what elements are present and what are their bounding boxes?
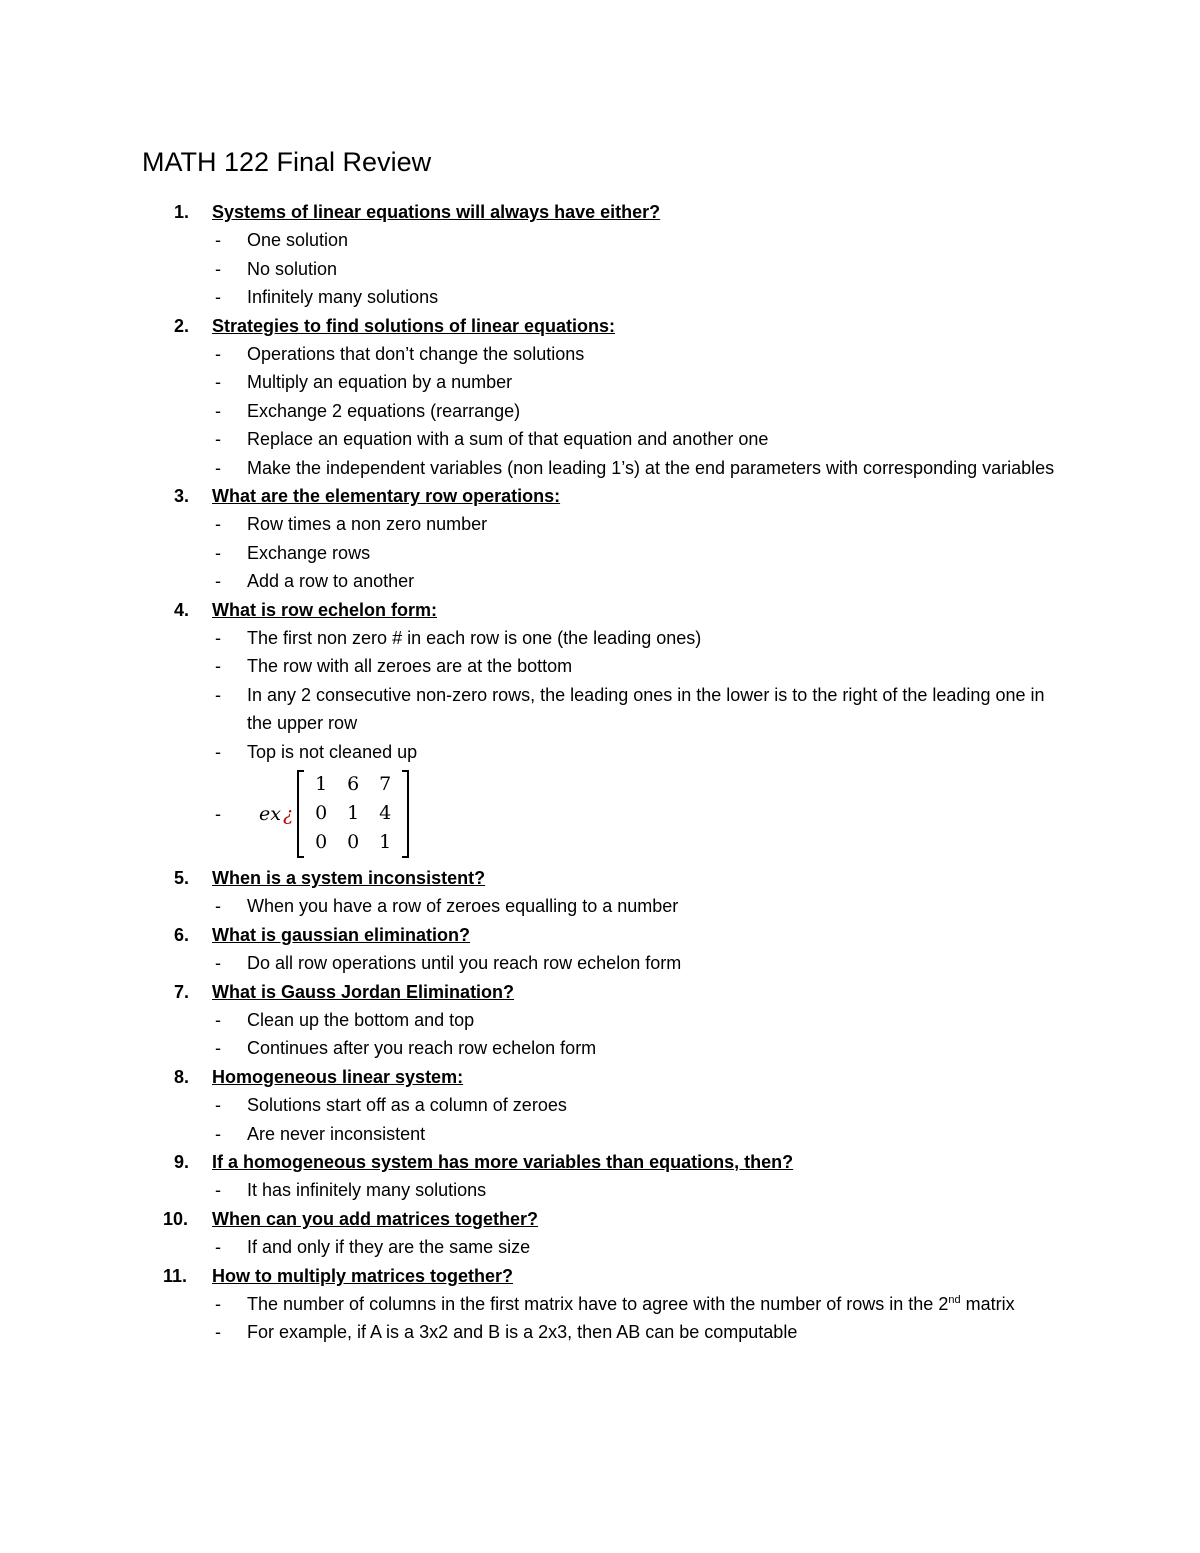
answer-list — [142, 1006, 1102, 1063]
answer-item — [142, 340, 1102, 368]
dash-marker: - — [215, 287, 221, 308]
answer-item — [142, 539, 1102, 567]
matrix-cell: 6 — [347, 773, 360, 796]
question-number: 8. — [174, 1066, 190, 1087]
question-number: 3. — [174, 486, 190, 507]
answer-list — [142, 1176, 1102, 1204]
answer-text: The row with all zeroes are at the bottom — [247, 656, 573, 677]
answer-text: Replace an equation with a sum of that equation and another one — [247, 429, 769, 450]
question-number: 9. — [174, 1152, 190, 1173]
question-item — [142, 596, 1102, 860]
question-heading — [142, 1063, 1102, 1091]
dash-marker: - — [215, 803, 221, 824]
question-text: When can you add matrices together? — [212, 1208, 539, 1229]
answer-item — [142, 255, 1102, 283]
answer-list — [142, 1290, 1102, 1347]
dash-marker: - — [215, 372, 221, 393]
question-heading — [142, 198, 1102, 226]
matrix-cell: 1 — [379, 831, 392, 854]
question-item — [142, 482, 1102, 596]
question-item — [142, 978, 1102, 1063]
question-number: 7. — [174, 981, 190, 1002]
answer-item — [142, 1120, 1102, 1148]
answer-item — [142, 1034, 1102, 1062]
dash-marker: - — [215, 628, 221, 649]
dash-marker: - — [215, 457, 221, 478]
question-number: 2. — [174, 315, 190, 336]
answer-text: If and only if they are the same size — [247, 1237, 531, 1258]
dash-marker: - — [215, 1294, 221, 1315]
example-mark: ¿ — [282, 802, 294, 825]
question-heading — [142, 978, 1102, 1006]
answer-item — [142, 510, 1102, 538]
dash-marker: - — [215, 953, 221, 974]
question-item — [142, 1262, 1102, 1347]
matrix-cell: 0 — [347, 831, 360, 854]
answer-item — [142, 567, 1102, 595]
dash-marker: - — [215, 429, 221, 450]
answer-text-part: The number of columns in the first matrix have to agree with the number of rows in the 2 — [247, 1294, 949, 1315]
dash-marker: - — [215, 684, 221, 705]
matrix-cell: 4 — [379, 802, 392, 825]
question-heading — [142, 1262, 1102, 1290]
answer-text: Multiply an equation by a number — [247, 372, 513, 393]
answer-text: Top is not cleaned up — [247, 741, 418, 762]
answer-item — [142, 949, 1102, 977]
page-title: MATH 122 Final Review — [142, 147, 432, 177]
question-item — [142, 198, 1102, 312]
example-label: ex — [259, 802, 281, 825]
answer-list — [142, 226, 1102, 311]
question-number: 6. — [174, 924, 190, 945]
answer-list — [142, 892, 1102, 920]
answer-list — [142, 1091, 1102, 1148]
answer-item — [142, 1006, 1102, 1034]
answer-list — [142, 1233, 1102, 1261]
dash-marker: - — [215, 896, 221, 917]
dash-marker: - — [215, 1038, 221, 1059]
answer-text: Exchange 2 equations (rearrange) — [247, 400, 521, 421]
answer-item — [142, 397, 1102, 425]
question-list — [142, 198, 1102, 1347]
answer-item — [142, 1091, 1102, 1119]
question-text: What is Gauss Jordan Elimination? — [212, 981, 515, 1002]
answer-text-part: matrix — [960, 1294, 1015, 1315]
answer-text: In any 2 consecutive non-zero rows, the leading ones in the lower is to the right of the leading one in the upper row — [247, 684, 1045, 734]
answer-text: Do all row operations until you reach row echelon form — [247, 953, 682, 974]
question-heading — [142, 1205, 1102, 1233]
matrix-example — [142, 768, 1102, 860]
question-heading — [142, 864, 1102, 892]
question-heading — [142, 1148, 1102, 1176]
answer-item — [142, 652, 1102, 680]
answer-text: Clean up the bottom and top — [247, 1010, 475, 1031]
dash-marker: - — [215, 542, 221, 563]
answer-item — [142, 892, 1102, 920]
question-number: 11. — [163, 1265, 188, 1286]
question-number: 10. — [163, 1208, 189, 1229]
answer-item — [142, 283, 1102, 311]
answer-item — [142, 368, 1102, 396]
answer-item — [142, 681, 1102, 738]
question-item — [142, 1205, 1102, 1262]
answer-list — [142, 340, 1102, 482]
answer-text: Continues after you reach row echelon form — [247, 1038, 597, 1059]
question-text: When is a system inconsistent? — [212, 868, 486, 889]
question-text: If a homogeneous system has more variables than equations, then? — [212, 1152, 794, 1173]
answer-item — [142, 1176, 1102, 1204]
matrix-cell: 0 — [315, 831, 328, 854]
answer-text: One solution — [247, 230, 349, 251]
question-number: 4. — [174, 599, 190, 620]
question-item — [142, 1063, 1102, 1148]
answer-text — [247, 1290, 1057, 1318]
question-heading — [142, 921, 1102, 949]
answer-text: No solution — [247, 258, 338, 279]
matrix-cell: 0 — [315, 802, 328, 825]
answer-item — [142, 1318, 1102, 1346]
question-item — [142, 1148, 1102, 1205]
question-heading — [142, 482, 1102, 510]
dash-marker: - — [215, 1123, 221, 1144]
dash-marker: - — [215, 1180, 221, 1201]
question-item — [142, 312, 1102, 482]
question-number: 5. — [174, 868, 190, 889]
answer-text: The first non zero # in each row is one (the leading ones) — [247, 628, 702, 649]
dash-marker: - — [215, 230, 221, 251]
question-text: Homogeneous linear system: — [212, 1066, 464, 1087]
question-item — [142, 921, 1102, 978]
question-text: Systems of linear equations will always have either? — [212, 202, 661, 222]
matrix-cell: 1 — [315, 773, 328, 796]
question-item — [142, 864, 1102, 921]
dash-marker: - — [215, 741, 221, 762]
answer-item — [142, 1233, 1102, 1261]
answer-item — [142, 425, 1102, 453]
dash-marker: - — [215, 656, 221, 677]
matrix-cell: 1 — [347, 802, 360, 825]
answer-text: Row times a non zero number — [247, 514, 488, 535]
dash-marker: - — [215, 1010, 221, 1031]
answer-text: Make the independent variables (non leading 1’s) at the end parameters with corresponding variables — [247, 457, 1055, 478]
answer-text: Add a row to another — [247, 571, 415, 592]
dash-marker: - — [215, 571, 221, 592]
dash-marker: - — [215, 1237, 221, 1258]
answer-text: Are never inconsistent — [247, 1123, 426, 1144]
question-text: How to multiply matrices together? — [212, 1265, 514, 1286]
echelon-matrix — [297, 770, 409, 858]
answer-text: For example, if A is a 3x2 and B is a 2x3, then AB can be computable — [247, 1322, 798, 1343]
answer-item — [142, 738, 1102, 766]
question-text: What are the elementary row operations: — [212, 486, 561, 507]
answer-item — [142, 1290, 1102, 1318]
ordinal-suffix: nd — [948, 1294, 961, 1307]
answer-text: Infinitely many solutions — [247, 287, 439, 308]
dash-marker: - — [215, 400, 221, 421]
question-number: 1. — [174, 202, 190, 222]
question-heading — [142, 312, 1102, 340]
answer-item — [142, 226, 1102, 254]
answer-text: Exchange rows — [247, 542, 371, 563]
answer-item — [142, 624, 1102, 652]
answer-text: Operations that don’t change the solutions — [247, 344, 585, 364]
answer-text: When you have a row of zeroes equalling to a number — [247, 896, 679, 917]
question-text: Strategies to find solutions of linear equations: — [212, 315, 616, 336]
answer-list — [142, 624, 1102, 860]
answer-list — [142, 510, 1102, 595]
dash-marker: - — [215, 258, 221, 279]
dash-marker: - — [215, 344, 221, 364]
answer-text: It has infinitely many solutions — [247, 1180, 487, 1201]
dash-marker: - — [215, 514, 221, 535]
dash-marker: - — [215, 1322, 221, 1343]
question-heading — [142, 596, 1102, 624]
answer-text: Solutions start off as a column of zeroes — [247, 1095, 567, 1116]
dash-marker: - — [215, 1095, 221, 1116]
answer-list — [142, 949, 1102, 977]
question-text: What is row echelon form: — [212, 599, 438, 620]
answer-item — [142, 454, 1102, 482]
question-text: What is gaussian elimination? — [212, 924, 471, 945]
matrix-cell: 7 — [379, 773, 392, 796]
